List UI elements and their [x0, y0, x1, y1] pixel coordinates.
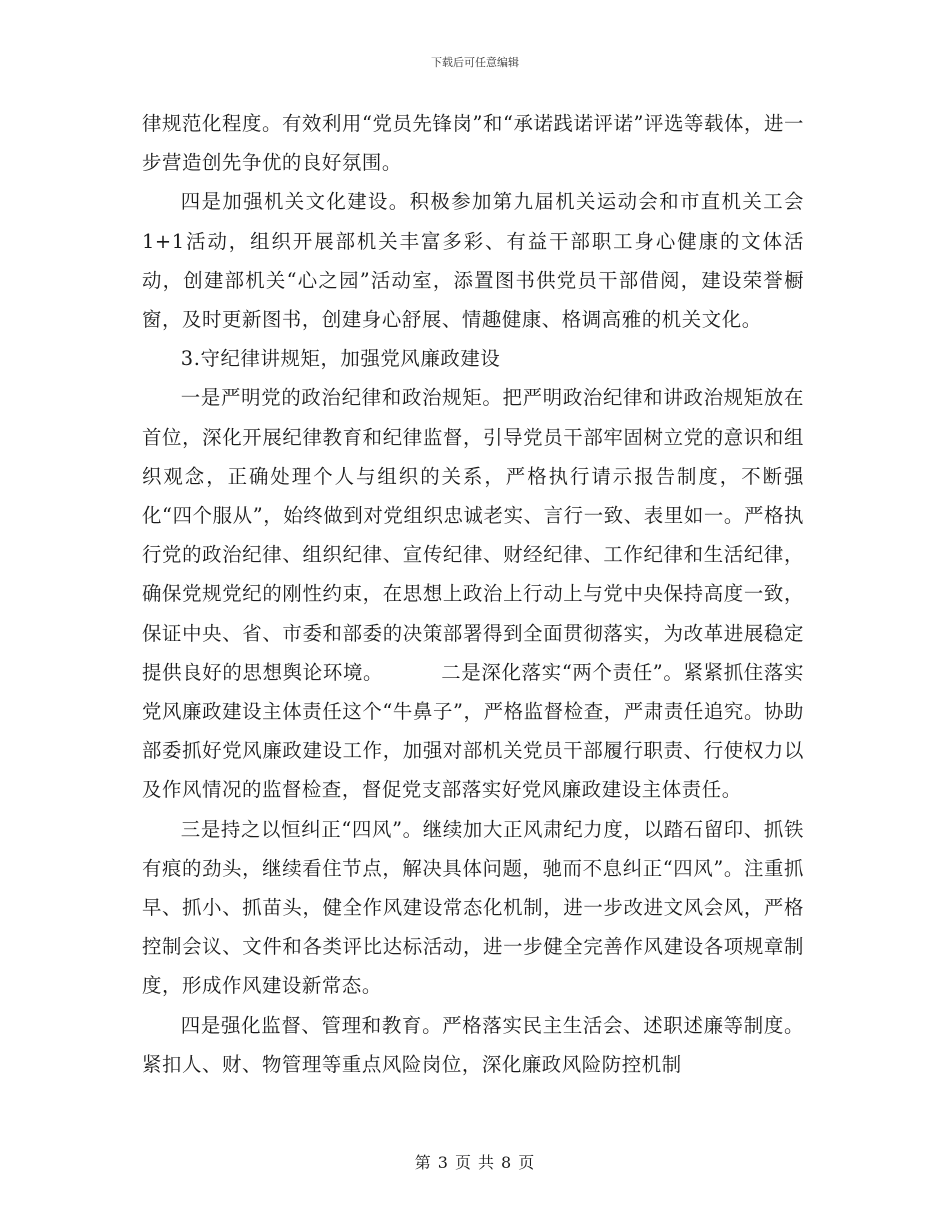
paragraph-two-responsibilities: 二是深化落实“两个责任”。紧紧抓住落实党风廉政建设主体责任这个“牛鼻子”，严格监督检查，严肃责任追究。协助部委抓好党风廉政建设工作，加强对部机关党员干部履行职责、行使权力以及作风情况的监督检查，督促党支部落实好党风廉政建设主体责任。	[142, 660, 804, 802]
paragraph-political-discipline: 一是严明党的政治纪律和政治规矩。把严明政治纪律和讲政治规矩放在首位，深化开展纪律教育和纪律监督，引导党员干部牢固树立党的意识和组织观念，正确处理个人与组织的关系，严格执行请示报告制度，不断强化“四个服从”，始终做到对党组织忠诚老实、言行一致、表里如一。严格执行党的政治纪律、组织纪律、宣传纪律、财经纪律、工作纪律和生活纪律，确保党规党纪的刚性约束，在思想上政治上行动上与党中央保持高度一致，保证中央、省、市委和部委的决策部署得到全面贯彻落实，为改革进展稳定提供良好的思想舆论环境。	[142, 386, 804, 684]
footer-page-word: 页	[454, 1153, 472, 1172]
section-heading-3: 3.守纪律讲规矩，加强党风廉政建设	[180, 347, 501, 371]
current-page-number: 3	[437, 1153, 449, 1172]
paragraph-supervision: 四是强化监督、管理和教育。严格落实民主生活会、述职述廉等制度。紧扣人、财、物管理等重点风险岗位，深化廉政风险防控机制	[142, 1013, 804, 1076]
footer-prefix: 第	[414, 1153, 432, 1172]
paragraph-culture-building: 四是加强机关文化建设。积极参加第九届机关运动会和市直机关工会1+1活动，组织开展部机关丰富多彩、有益干部职工身心健康的文体活动，创建部机关“心之园”活动室，添置图书供党员干部借阅，建设荣誉橱窗，及时更新图书，创建身心舒展、情趣健康、格调高雅的机关文化。	[142, 190, 804, 332]
footer-suffix: 页	[518, 1153, 536, 1172]
total-page-count: 8	[501, 1153, 513, 1172]
footer-total-word: 共	[478, 1153, 496, 1172]
paragraph-four-winds: 三是持之以恒纠正“四风”。继续加大正风肃纪力度，以踏石留印、抓铁有痕的劲头，继续看住节点，解决具体问题，驰而不息纠正“四风”。注重抓早、抓小、抓苗头，健全作风建设常态化机制，进一步改进文风会风，严格控制会议、文件和各类评比达标活动，进一步健全完善作风建设各项规章制度，形成作风建设新常态。	[142, 817, 804, 998]
document-body	[142, 104, 804, 1084]
page-footer	[0, 1150, 950, 1173]
page-header-note: 下载后可任意编辑	[431, 56, 519, 69]
paragraph-discipline	[142, 378, 804, 809]
paragraph-continuation: 律规范化程度。有效利用“党员先锋岗”和“承诺践诺评诺”评选等载体，进一步营造创先争优的良好氛围。	[142, 112, 804, 175]
